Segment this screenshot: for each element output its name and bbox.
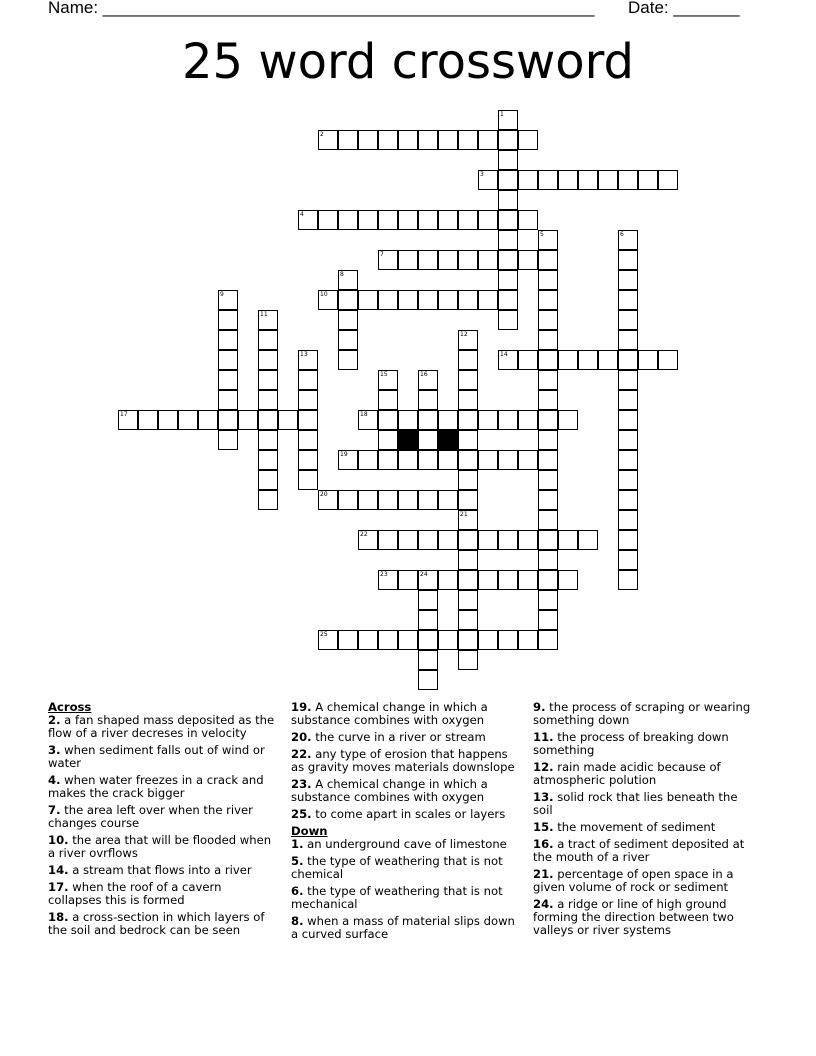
crossword-cell[interactable]	[578, 350, 598, 370]
down-clue: 11. the process of breaking down something	[533, 730, 729, 757]
crossword-cell[interactable]	[218, 350, 238, 370]
crossword-cell[interactable]	[518, 410, 538, 430]
crossword-cell[interactable]	[258, 350, 278, 370]
crossword-cell[interactable]	[538, 510, 558, 530]
crossword-cell[interactable]	[398, 490, 418, 510]
crossword-cell[interactable]	[618, 170, 638, 190]
crossword-cell[interactable]	[358, 290, 378, 310]
crossword-cell[interactable]	[478, 130, 498, 150]
crossword-cell[interactable]	[398, 530, 418, 550]
crossword-cell[interactable]	[338, 130, 358, 150]
clue-number: 16	[420, 371, 428, 378]
crossword-cell[interactable]	[478, 570, 498, 590]
crossword-cell[interactable]	[618, 310, 638, 330]
crossword-cell[interactable]	[418, 630, 438, 650]
crossword-cell[interactable]	[538, 350, 558, 370]
clue-number: 8	[340, 271, 344, 278]
crossword-cell[interactable]	[498, 530, 518, 550]
crossword-cell[interactable]	[358, 210, 378, 230]
crossword-cell[interactable]	[338, 330, 358, 350]
crossword-cell[interactable]	[498, 210, 518, 230]
crossword-cell[interactable]	[458, 470, 478, 490]
clue-number: 24	[420, 571, 428, 578]
crossword-cell[interactable]	[538, 590, 558, 610]
crossword-cell[interactable]	[258, 390, 278, 410]
crossword-cell[interactable]	[638, 170, 658, 190]
crossword-cell[interactable]	[298, 470, 318, 490]
page-title: 25 word crossword	[181, 34, 634, 90]
crossword-cell[interactable]	[538, 270, 558, 290]
crossword-cell[interactable]	[618, 470, 638, 490]
crossword-cell[interactable]	[518, 530, 538, 550]
crossword-cell[interactable]	[538, 470, 558, 490]
crossword-cell[interactable]	[378, 490, 398, 510]
across-clue: 25. to come apart in scales or layers	[291, 807, 506, 821]
crossword-cell[interactable]	[458, 570, 478, 590]
crossword-cell[interactable]	[298, 430, 318, 450]
crossword-cell[interactable]	[658, 170, 678, 190]
crossword-cell[interactable]	[538, 390, 558, 410]
clue-number: 21	[460, 511, 468, 518]
crossword-cell[interactable]	[578, 530, 598, 550]
crossword-cell[interactable]	[518, 350, 538, 370]
crossword-cell[interactable]	[378, 130, 398, 150]
crossword-cell[interactable]	[298, 450, 318, 470]
crossword-cell[interactable]	[418, 670, 438, 690]
down-clue: 8. when a mass of material slips down a curved surface	[291, 914, 515, 941]
crossword-cell[interactable]	[538, 430, 558, 450]
clues-column-3	[533, 701, 758, 941]
crossword-cell[interactable]	[498, 230, 518, 250]
clue-number: 12	[460, 331, 468, 338]
crossword-cell[interactable]	[258, 410, 278, 430]
crossword-cell[interactable]	[538, 450, 558, 470]
crossword-cell[interactable]	[538, 490, 558, 510]
crossword-cell[interactable]	[498, 270, 518, 290]
crossword-cell[interactable]	[498, 630, 518, 650]
crossword-cell[interactable]	[178, 410, 198, 430]
crossword-cell[interactable]	[578, 170, 598, 190]
clues-column-1	[48, 701, 278, 941]
crossword-cell[interactable]	[458, 370, 478, 390]
crossword-cell[interactable]	[418, 390, 438, 410]
clue-number: 13	[300, 351, 308, 358]
crossword-cell[interactable]	[458, 590, 478, 610]
crossword-cell[interactable]	[458, 450, 478, 470]
crossword-cell[interactable]	[398, 410, 418, 430]
date-line: Date: _______	[628, 0, 740, 17]
down-clue: 24. a ridge or line of high ground forming the direction between two valleys or river systems	[533, 897, 734, 937]
crossword-cell[interactable]	[418, 530, 438, 550]
crossword-cell[interactable]	[538, 610, 558, 630]
crossword-cell[interactable]	[438, 130, 458, 150]
crossword-cell[interactable]	[478, 630, 498, 650]
crossword-cell[interactable]	[618, 410, 638, 430]
clue-number: 18	[360, 411, 368, 418]
down-clue: 16. a tract of sediment deposited at the mouth of a river	[533, 837, 745, 864]
crossword-cell[interactable]	[238, 410, 258, 430]
crossword-cell[interactable]	[558, 170, 578, 190]
clue-number: 1	[500, 111, 504, 118]
crossword-cell[interactable]	[138, 410, 158, 430]
across-clue: 18. a cross-section in which layers of the soil and bedrock can be seen	[48, 910, 265, 937]
crossword-cell[interactable]	[458, 630, 478, 650]
crossword-cell[interactable]	[538, 630, 558, 650]
down-heading: Down	[291, 824, 328, 838]
crossword-cell[interactable]	[438, 210, 458, 230]
crossword-cell[interactable]	[618, 370, 638, 390]
crossword-cell[interactable]	[218, 430, 238, 450]
crossword-cell[interactable]	[358, 130, 378, 150]
crossword-black-cell	[398, 430, 418, 450]
crossword-cell[interactable]	[458, 390, 478, 410]
crossword-cell[interactable]	[278, 410, 298, 430]
crossword-cell[interactable]	[158, 410, 178, 430]
crossword-cell[interactable]	[358, 490, 378, 510]
clue-number: 14	[500, 351, 508, 358]
clue-number: 19	[340, 451, 348, 458]
crossword-cell[interactable]	[458, 550, 478, 570]
crossword-cell[interactable]	[218, 410, 238, 430]
crossword-cell[interactable]	[418, 290, 438, 310]
crossword-cell[interactable]	[478, 290, 498, 310]
crossword-cell[interactable]	[618, 450, 638, 470]
down-clue: 9. the process of scraping or wearing something down	[533, 700, 751, 727]
crossword-cell[interactable]	[458, 430, 478, 450]
crossword-cell[interactable]	[658, 350, 678, 370]
crossword-cell[interactable]	[418, 250, 438, 270]
crossword-cell[interactable]	[618, 570, 638, 590]
crossword-cell[interactable]	[458, 250, 478, 270]
crossword-cell[interactable]	[538, 310, 558, 330]
crossword-cell[interactable]	[518, 210, 538, 230]
crossword-cell[interactable]	[418, 210, 438, 230]
crossword-cell[interactable]	[338, 350, 358, 370]
across-clue: 22. any type of erosion that happens as gravity moves materials downslope	[291, 747, 515, 774]
across-clue: 23. A chemical change in which a substance combines with oxygen	[291, 777, 488, 804]
crossword-cell[interactable]	[398, 210, 418, 230]
crossword-cell[interactable]	[498, 570, 518, 590]
crossword-cell[interactable]	[498, 170, 518, 190]
clue-number: 15	[380, 371, 388, 378]
crossword-cell[interactable]	[418, 610, 438, 630]
crossword-cell[interactable]	[478, 210, 498, 230]
crossword-cell[interactable]	[518, 170, 538, 190]
crossword-cell[interactable]	[618, 350, 638, 370]
crossword-cell[interactable]	[338, 290, 358, 310]
crossword-cell[interactable]	[438, 290, 458, 310]
crossword-cell[interactable]	[398, 250, 418, 270]
crossword-cell[interactable]	[398, 130, 418, 150]
across-clue: 20. the curve in a river or stream	[291, 730, 486, 744]
clue-number: 20	[320, 491, 328, 498]
clue-number: 7	[380, 251, 384, 258]
crossword-cell[interactable]	[458, 350, 478, 370]
across-clue: 4. when water freezes in a crack and makes the crack bigger	[48, 773, 264, 800]
crossword-cell[interactable]	[538, 250, 558, 270]
clue-number: 4	[300, 211, 304, 218]
clue-number: 9	[220, 291, 224, 298]
crossword-cell[interactable]	[618, 250, 638, 270]
down-clue: 1. an underground cave of limestone	[291, 837, 507, 851]
crossword-cell[interactable]	[458, 650, 478, 670]
crossword-cell[interactable]	[538, 550, 558, 570]
across-heading: Across	[48, 700, 92, 714]
clues-column-2	[291, 701, 521, 945]
down-clue: 6. the type of weathering that is not mechanical	[291, 884, 503, 911]
crossword-cell[interactable]	[618, 390, 638, 410]
crossword-cell[interactable]	[618, 490, 638, 510]
crossword-cell[interactable]	[458, 210, 478, 230]
clue-number: 10	[320, 291, 328, 298]
clue-number: 22	[360, 531, 368, 538]
crossword-cell[interactable]	[378, 530, 398, 550]
crossword-cell[interactable]	[338, 630, 358, 650]
crossword-cell[interactable]	[538, 570, 558, 590]
crossword-cell[interactable]	[618, 270, 638, 290]
crossword-cell[interactable]	[438, 450, 458, 470]
crossword-cell[interactable]	[478, 530, 498, 550]
crossword-cell[interactable]	[498, 290, 518, 310]
crossword-cell[interactable]	[478, 250, 498, 270]
crossword-cell[interactable]	[378, 210, 398, 230]
crossword-cell[interactable]	[618, 530, 638, 550]
crossword-cell[interactable]	[438, 630, 458, 650]
crossword-cell[interactable]	[458, 290, 478, 310]
name-line: Name: ____________________________________________________	[48, 0, 595, 17]
crossword-cell[interactable]	[538, 370, 558, 390]
crossword-cell[interactable]	[398, 450, 418, 470]
crossword-cell[interactable]	[458, 130, 478, 150]
across-clue: 3. when sediment falls out of wind or water	[48, 743, 265, 770]
crossword-cell[interactable]	[438, 410, 458, 430]
down-clue: 13. solid rock that lies beneath the soil	[533, 790, 738, 817]
crossword-cell[interactable]	[418, 130, 438, 150]
clue-number: 6	[620, 231, 624, 238]
crossword-cell[interactable]	[358, 450, 378, 470]
across-clue: 10. the area that will be flooded when a river ovrflows	[48, 833, 272, 860]
clue-number: 11	[260, 311, 268, 318]
crossword-cell[interactable]	[498, 410, 518, 430]
crossword-cell[interactable]	[538, 530, 558, 550]
crossword-cell[interactable]	[598, 350, 618, 370]
crossword-cell[interactable]	[618, 510, 638, 530]
across-clue: 17. when the roof of a cavern collapses this is formed	[48, 880, 222, 907]
crossword-cell[interactable]	[438, 570, 458, 590]
across-clue: 19. A chemical change in which a substance combines with oxygen	[291, 700, 488, 727]
crossword-cell[interactable]	[478, 410, 498, 430]
down-clue: 21. percentage of open space in a given volume of rock or sediment	[533, 867, 734, 894]
crossword-cell[interactable]	[518, 130, 538, 150]
crossword-cell[interactable]	[498, 190, 518, 210]
crossword-cell[interactable]	[458, 530, 478, 550]
crossword-cell[interactable]	[418, 490, 438, 510]
crossword-cell[interactable]	[518, 570, 538, 590]
crossword-cell[interactable]	[258, 330, 278, 350]
crossword-cell[interactable]	[398, 630, 418, 650]
crossword-cell[interactable]	[538, 170, 558, 190]
crossword-cell[interactable]	[298, 370, 318, 390]
crossword-cell[interactable]	[458, 410, 478, 430]
crossword-cell[interactable]	[498, 150, 518, 170]
crossword-cell[interactable]	[398, 570, 418, 590]
crossword-cell[interactable]	[338, 310, 358, 330]
crossword-cell[interactable]	[298, 390, 318, 410]
crossword-cell[interactable]	[458, 490, 478, 510]
crossword-cell[interactable]	[618, 290, 638, 310]
across-clue: 14. a stream that flows into a river	[48, 863, 252, 877]
crossword-cell[interactable]	[218, 390, 238, 410]
crossword-black-cell	[438, 430, 458, 450]
crossword-cell[interactable]	[338, 490, 358, 510]
crossword-cell[interactable]	[338, 210, 358, 230]
crossword-cell[interactable]	[538, 410, 558, 430]
clue-number: 3	[480, 171, 484, 178]
clue-number: 25	[320, 631, 328, 638]
across-clue: 7. the area left over when the river changes course	[48, 803, 253, 830]
crossword-cell[interactable]	[378, 410, 398, 430]
crossword-cell[interactable]	[378, 630, 398, 650]
crossword-cell[interactable]	[378, 390, 398, 410]
crossword-cell[interactable]	[418, 450, 438, 470]
crossword-cell[interactable]	[558, 530, 578, 550]
crossword-cell[interactable]	[258, 430, 278, 450]
crossword-cell[interactable]	[318, 210, 338, 230]
crossword-cell[interactable]	[498, 450, 518, 470]
crossword-cell[interactable]	[538, 290, 558, 310]
crossword-cell[interactable]	[538, 330, 558, 350]
clue-number: 5	[540, 231, 544, 238]
down-clue: 5. the type of weathering that is not chemical	[291, 854, 503, 881]
crossword-cell[interactable]	[258, 470, 278, 490]
crossword-cell[interactable]	[618, 550, 638, 570]
crossword-cell[interactable]	[518, 630, 538, 650]
crossword-cell[interactable]	[198, 410, 218, 430]
crossword-cell[interactable]	[458, 610, 478, 630]
crossword-cell[interactable]	[378, 450, 398, 470]
crossword-cell[interactable]	[298, 410, 318, 430]
clue-number: 23	[380, 571, 388, 578]
crossword-cell[interactable]	[218, 370, 238, 390]
crossword-cell[interactable]	[418, 590, 438, 610]
down-clue: 12. rain made acidic because of atmospheric polution	[533, 760, 721, 787]
crossword-cell[interactable]	[478, 450, 498, 470]
crossword-cell[interactable]	[218, 310, 238, 330]
crossword-cell[interactable]	[438, 530, 458, 550]
crossword-cell[interactable]	[258, 490, 278, 510]
clue-number: 17	[120, 411, 128, 418]
crossword-cell[interactable]	[558, 410, 578, 430]
crossword-cell[interactable]	[218, 330, 238, 350]
crossword-cell[interactable]	[398, 290, 418, 310]
crossword-cell[interactable]	[638, 350, 658, 370]
crossword-cell[interactable]	[358, 630, 378, 650]
crossword-cell[interactable]	[498, 310, 518, 330]
down-clue: 15. the movement of sediment	[533, 820, 716, 834]
crossword-cell[interactable]	[598, 170, 618, 190]
crossword-cell[interactable]	[618, 430, 638, 450]
crossword-cell[interactable]	[258, 450, 278, 470]
crossword-cell[interactable]	[438, 250, 458, 270]
crossword-cell[interactable]	[558, 570, 578, 590]
crossword-cell[interactable]	[378, 290, 398, 310]
crossword-cell[interactable]	[258, 370, 278, 390]
crossword-cell[interactable]	[438, 490, 458, 510]
crossword-cell[interactable]	[518, 450, 538, 470]
crossword-cell[interactable]	[378, 430, 398, 450]
crossword-cell[interactable]	[618, 330, 638, 350]
crossword-cell[interactable]	[418, 410, 438, 430]
crossword-cell[interactable]	[418, 430, 438, 450]
across-clue: 2. a fan shaped mass deposited as the flow of a river decreses in velocity	[48, 713, 275, 740]
crossword-cell[interactable]	[558, 350, 578, 370]
crossword-cell[interactable]	[518, 250, 538, 270]
crossword-cell[interactable]	[498, 130, 518, 150]
clue-number: 2	[320, 131, 324, 138]
crossword-cell[interactable]	[498, 250, 518, 270]
crossword-cell[interactable]	[418, 650, 438, 670]
